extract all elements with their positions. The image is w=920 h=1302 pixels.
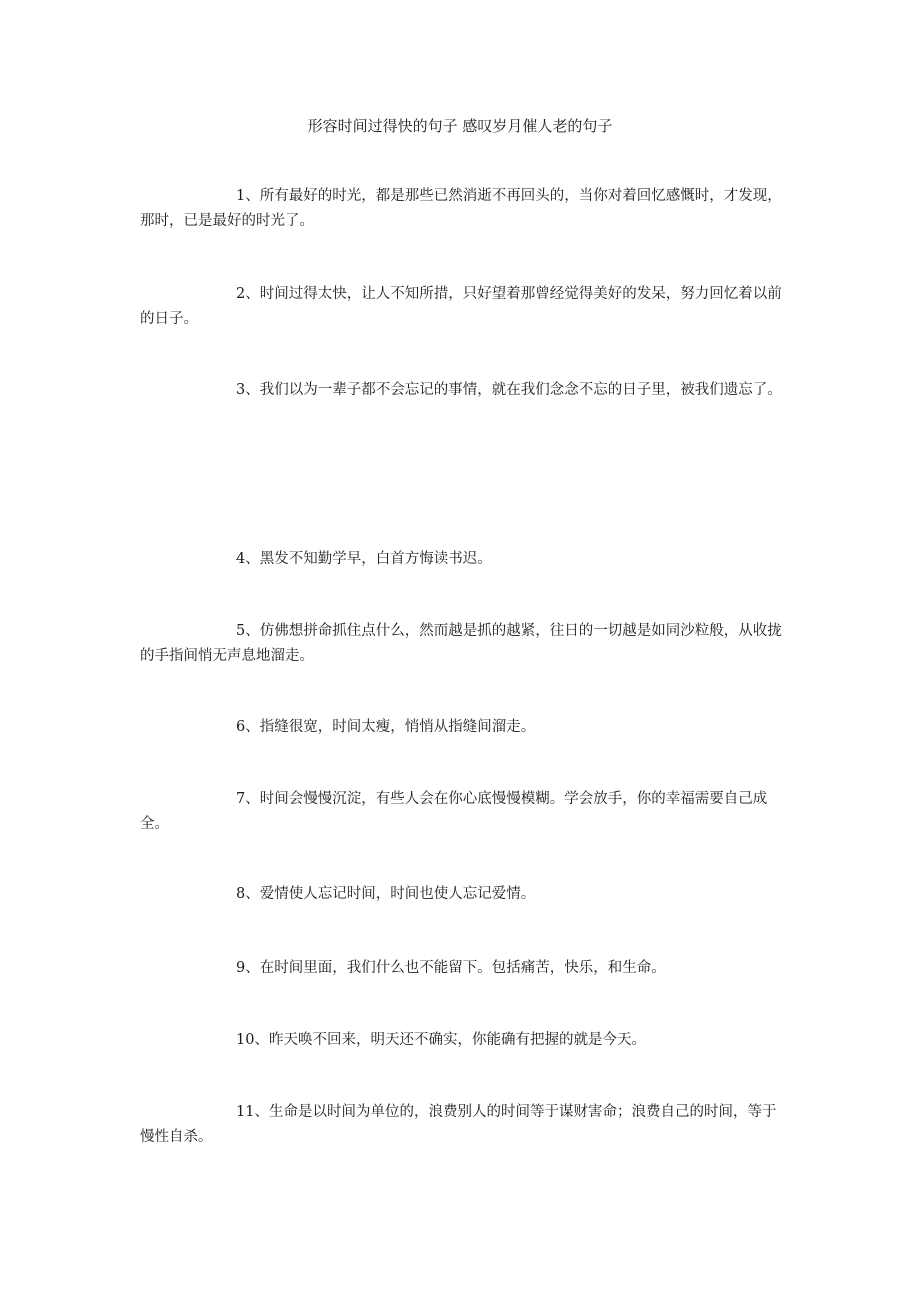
quote-paragraph-1: 1、所有最好的时光，都是那些已然消逝不再回头的，当你对着回忆感慨时，才发现，那时，已是最好的时光了。 xyxy=(140,188,782,229)
quote-paragraph-10: 10、昨天唤不回来，明天还不确实，你能确有把握的就是今天。 xyxy=(236,1032,646,1048)
page-title: 形容时间过得快的句子 感叹岁月催人老的句子 xyxy=(307,117,613,135)
quote-paragraph-4: 4、黑发不知勤学早，白首方悔读书迟。 xyxy=(236,551,492,567)
quote-paragraph-8: 8、爱情使人忘记时间，时间也使人忘记爱情。 xyxy=(236,886,536,902)
quote-paragraph-11: 11、生命是以时间为单位的，浪费别人的时间等于谋财害命；浪费自己的时间，等于慢性自杀。 xyxy=(140,1104,777,1145)
quote-paragraph-5: 5、仿佛想拼命抓住点什么，然而越是抓的越紧，往日的一切越是如同沙粒般，从收拢的手指间悄无声息地溜走。 xyxy=(140,623,782,664)
quote-paragraph-9: 9、在时间里面，我们什么也不能留下。包括痛苦，快乐，和生命。 xyxy=(236,960,666,976)
quote-paragraph-2: 2、时间过得太快，让人不知所措，只好望着那曾经觉得美好的发呆，努力回忆着以前的日子。 xyxy=(140,286,782,327)
quote-paragraph-3: 3、我们以为一辈子都不会忘记的事情，就在我们念念不忘的日子里，被我们遗忘了。 xyxy=(236,382,782,398)
quote-paragraph-7: 7、时间会慢慢沉淀，有些人会在你心底慢慢模糊。学会放手，你的幸福需要自己成全。 xyxy=(140,791,768,832)
quote-paragraph-6: 6、指缝很宽，时间太瘦，悄悄从指缝间溜走。 xyxy=(236,719,536,735)
